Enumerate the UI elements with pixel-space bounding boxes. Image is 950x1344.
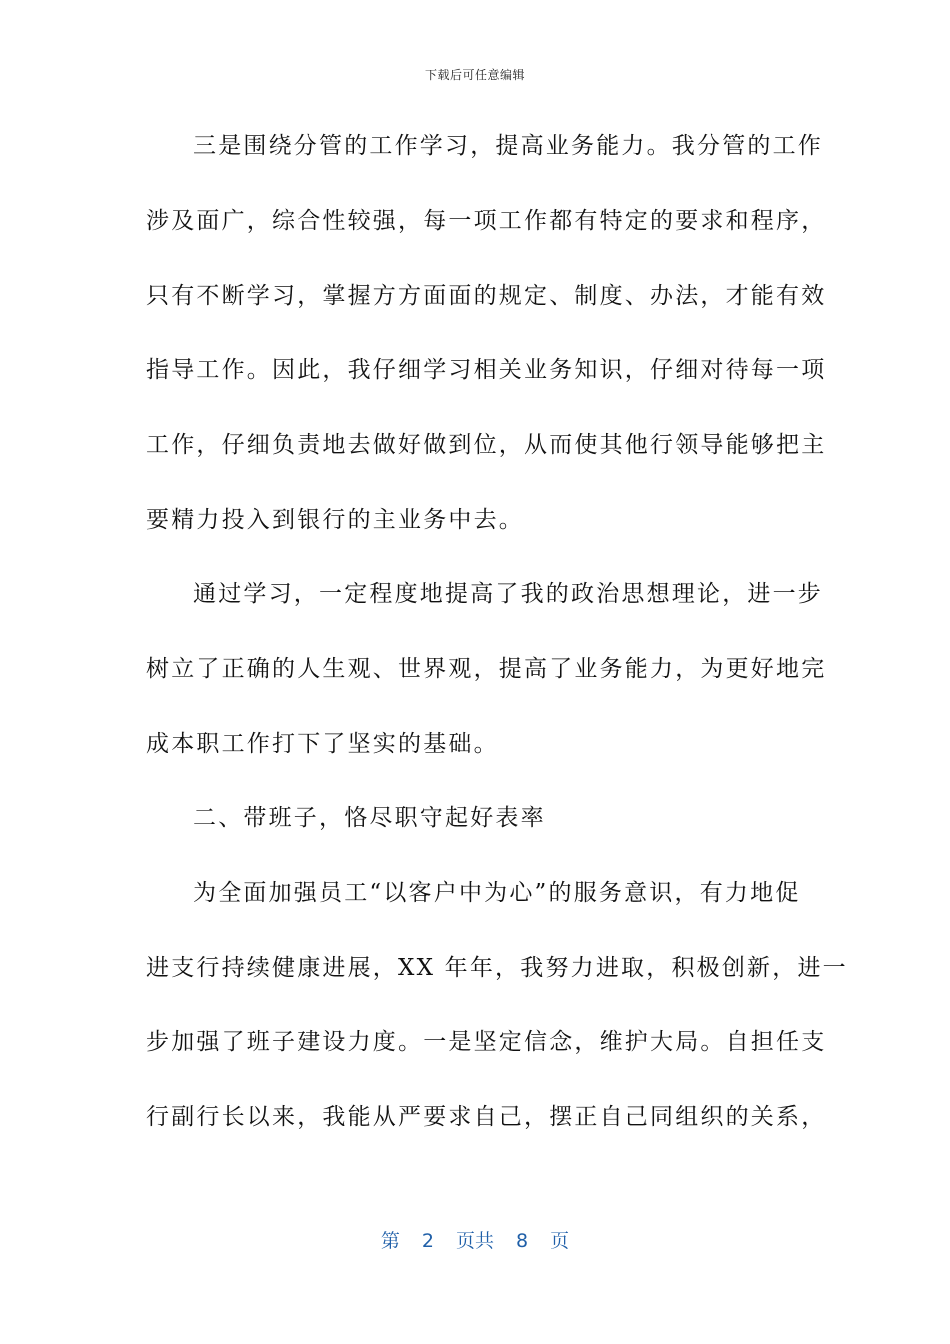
body-line: 成本职工作打下了坚实的基础。 — [146, 731, 499, 757]
body-line: 行副行长以来，我能从严要求自己，摆正自己同组织的关系， — [146, 1104, 827, 1130]
current-page-number: 2 — [421, 1230, 434, 1252]
header-note: 下载后可任意编辑 — [424, 68, 525, 82]
body-line: 涉及面广，综合性较强，每一项工作都有特定的要求和程序， — [146, 208, 827, 234]
body-line: 通过学习，一定程度地提高了我的政治思想理论，进一步 — [193, 581, 823, 607]
body-line: 树立了正确的人生观、世界观，提高了业务能力，为更好地完 — [146, 656, 827, 682]
body-line: 为全面加强员工“以客户中为心”的服务意识，有力地促 — [193, 880, 801, 906]
body-line: 工作，仔细负责地去做好做到位，从而使其他行领导能够把主 — [146, 432, 827, 458]
body-line: 步加强了班子建设力度。一是坚定信念，维护大局。自担任支 — [146, 1029, 827, 1055]
body-line: 要精力投入到银行的主业务中去。 — [146, 507, 524, 533]
section-heading: 二、带班子，恪尽职守起好表率 — [193, 805, 546, 831]
footer-middle: 页共 — [455, 1230, 494, 1252]
body-line: 只有不断学习，掌握方方面面的规定、制度、办法，才能有效 — [146, 283, 827, 309]
body-line: 指导工作。因此，我仔细学习相关业务知识，仔细对待每一项 — [146, 357, 827, 383]
footer-prefix: 第 — [380, 1230, 400, 1252]
body-line: 三是围绕分管的工作学习，提高业务能力。我分管的工作 — [193, 133, 823, 159]
page-footer — [0, 1226, 950, 1253]
footer-suffix: 页 — [550, 1230, 570, 1252]
body-line: 进支行持续健康进展，XX 年年，我努力进取，积极创新，进一 — [146, 955, 848, 981]
total-page-count: 8 — [516, 1230, 529, 1252]
